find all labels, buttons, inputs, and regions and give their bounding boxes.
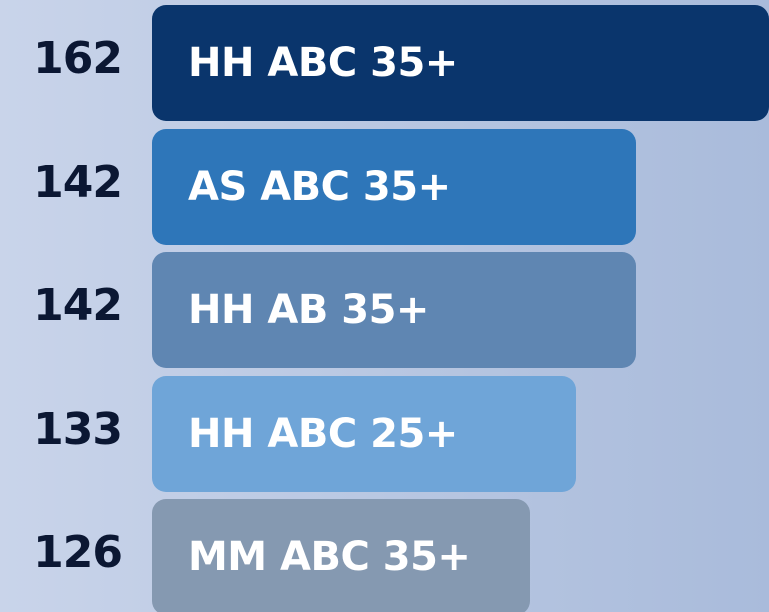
bar [152,129,636,245]
bar [152,499,530,612]
bar [152,252,636,368]
bar-category-label: MM ABC 35+ [188,534,471,580]
bar-category-label: AS ABC 35+ [188,163,451,210]
bar-value-label: 162 [33,33,122,84]
bar [152,5,769,121]
bar-value-label: 133 [33,403,122,455]
bar-category-label: HH AB 35+ [188,287,429,333]
bar-value-label: 126 [33,527,122,578]
bar-value-label: 142 [33,280,122,331]
bar-category-label: HH ABC 25+ [188,410,458,457]
bar-value-label: 142 [33,156,122,208]
bar [152,376,576,492]
bar-category-label: HH ABC 35+ [188,40,458,86]
